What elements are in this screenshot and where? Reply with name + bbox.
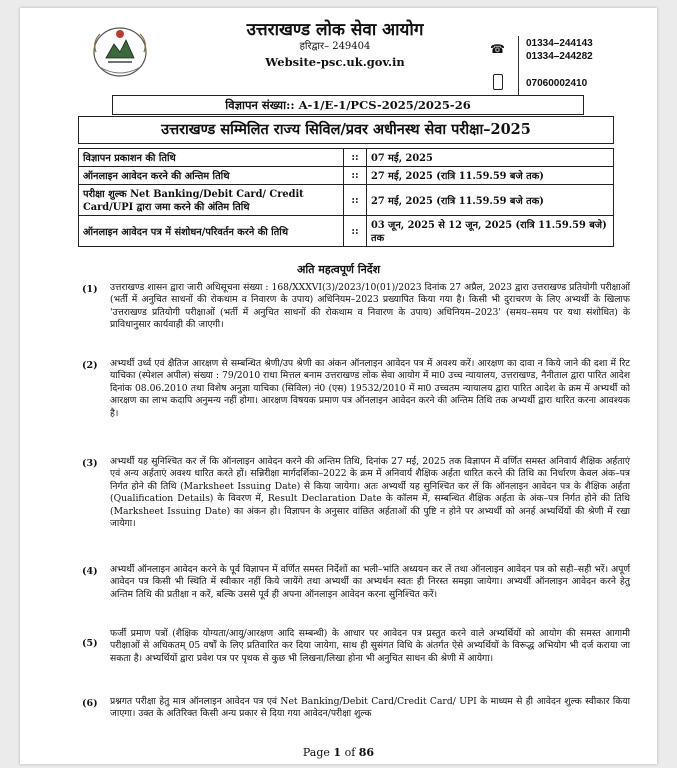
instruction-paragraph: प्रश्नगत परीक्षा हेतु मात्र ऑनलाइन आवेदन पत्र एवं Net Banking/Debit Card/Credit Card/ UPI के माध्यम से ही आवेदन शुल्क स्वीकार किया जाएगा। उक्त के अतिरिक्त किसी अन्य प्रकार से दिया गया आवेदन/परीक्षा शुल्क	[110, 696, 630, 720]
table-row	[79, 185, 614, 216]
date-value: 27 मई, 2025 (रात्रि 11.59.59 बजे तक)	[367, 167, 614, 185]
instruction-paragraph: अभ्यर्थी ऑनलाइन आवेदन करने के पूर्व विज्ञापन में वर्णित समस्त निर्देशों का भली–भांति अध्ययन कर लें तथा ऑनलाइन आवेदन पत्र को सही–सही भरें। अपूर्ण आवेदन पत्र किसी भी स्थिति में स्वीकार नहीं किये जायेंगे तथा अभ्यर्थी का अभ्यर्थन स्वतः ही निरस्त समझा जायेगा। अभ्यर्थी ऑनलाइन आवेदन करने हेतु अन्तिम तिथि की प्रतीक्षा न करें, बल्कि उससे पूर्व ही अपना ऑनलाइन आवेदन करना सुनिश्चित करें।	[110, 564, 630, 600]
date-separator: ::	[344, 216, 367, 247]
date-separator: ::	[344, 167, 367, 185]
paragraph-number: (4)	[82, 566, 98, 577]
paragraph-number: (6)	[82, 698, 98, 709]
org-title: उत्तराखण्ड लोक सेवा आयोग	[246, 20, 424, 40]
table-row	[79, 216, 614, 247]
page-of: of	[344, 746, 356, 759]
org-header	[200, 20, 470, 70]
document-page	[20, 8, 657, 764]
contact-divider	[518, 36, 519, 96]
page-total: 86	[358, 746, 375, 759]
paragraph-number: (2)	[82, 360, 98, 371]
paragraph-number: (5)	[82, 638, 98, 649]
org-website: Website-psc.uk.gov.in	[265, 55, 405, 69]
instruction-paragraph: अभ्यर्थी उर्ध्व एवं क्षैतिज आरक्षण से सम्बन्धित श्रेणी/उप श्रेणी का अंकन ऑनलाइन आवेदन पत्र में अवश्य करें। आरक्षण का दावा न किये जाने की दशा में रिट याचिका (स्पेशल अपील) संख्या : 79/2010 राधा मित्तल बनाम उत्तराखण्ड लोक सेवा आयोग में मा0 उच्च न्यायालय, उत्तराखण्ड, नैनीताल द्वारा पारित आदेश दिनांक 08.06.2010 तथा विशेष अनुज्ञा याचिका (सिविल) नं0 (एस) 19532/2010 में मा0 उच्चतम न्यायालय द्वारा पारित आदेश के क्रम में अभ्यर्थी को आरक्षण का लाभ कदापि अनुमन्य नहीं होगा। आरक्षण विषयक प्रमाण पत्र ऑनलाइन आवेदन करने की अन्तिम तिथि तक अभ्यर्थी द्वारा धारित करना आवश्यक है।	[110, 358, 630, 419]
date-separator: ::	[344, 185, 367, 216]
section-heading: अति महत्वपूर्ण निर्देश	[296, 263, 381, 276]
instruction-paragraph: उत्तराखण्ड शासन द्वारा जारी अधिसूचना संख्या : 168/XXXVI(3)/2023/10(01)/2023 दिनांक 27 अप्रैल, 2023 द्वारा उत्तराखण्ड प्रतियोगी परीक्षाओं (भर्ती में अनुचित साधनों की रोकथाम व निवारण के उपाय) अधिनियम–2023 प्रख्यापित किया गया है। किसी भी दुराचरण के लिए अभ्यर्थी के खिलाफ 'उत्तराखण्ड प्रतियोगी परीक्षाओं (भर्ती में अनुचित साधनों की रोकथाम व निवारण के उपाय) अधिनियम–2023' (समय–समय पर यथा संशोधित) के प्राविधानुसार कार्यवाही की जाएगी।	[110, 282, 630, 331]
exam-title: उत्तराखण्ड सम्मिलित राज्य सिविल/प्रवर अधीनस्थ सेवा परीक्षा–2025	[78, 116, 614, 144]
date-label: परीक्षा शुल्क Net Banking/Debit Card/ Credit Card/UPI द्वारा जमा करने की अंतिम तिथि	[79, 185, 344, 216]
table-row	[79, 149, 614, 167]
mobile-number: 07060002410	[526, 78, 588, 89]
date-label: ऑनलाइन आवेदन पत्र में संशोधन/परिवर्तन करने की तिथि	[79, 216, 344, 247]
commission-logo	[88, 22, 152, 84]
paragraph-number: (3)	[82, 458, 98, 469]
page-prefix: Page	[302, 746, 330, 759]
instruction-paragraph: अभ्यर्थी यह सुनिश्चित कर लें कि ऑनलाइन आवेदन करने की अन्तिम तिथि, दिनांक 27 मई, 2025 तक विज्ञापन में वर्णित समस्त अनिवार्य शैक्षिक अर्हताएं एवं अन्य अर्हताएं अवश्य धारित करते हों। सन्निरीक्षा मार्गदर्शिका–2022 के क्रम में अनिवार्य शैक्षिक अर्हता धारित करने की तिथि का निर्धारण केवल अंक–पत्र निर्गत होने की तिथि (Marksheet Issuing Date) से किया जायेगा। अतः अभ्यर्थी यह सुनिश्चित कर लें कि ऑनलाइन आवेदन पत्र के शैक्षिक अर्हता (Qualification Details) के विवरण में, Result Declaration Date के कॉलम में, सम्बन्धित शैक्षिक अर्हता के अंक–पत्र निर्गत होने की तिथि (Marksheet Issuing Date) का अंकन हो। विज्ञापन के अनुसार वांछित अर्हताओं की पुष्टि न होने पर अभ्यर्थी को अनर्ह अभ्यर्थियों की श्रेणी में रखा जायेगा।	[110, 456, 630, 530]
table-row	[79, 167, 614, 185]
date-separator: ::	[344, 149, 367, 167]
important-dates-table	[78, 148, 614, 247]
page-footer	[20, 746, 657, 759]
org-address: हरिद्वार– 249404	[299, 41, 371, 52]
instruction-paragraph: फर्जी प्रमाण पत्रों (शैक्षिक योग्यता/आयु/आरक्षण आदि सम्बन्धी) के आधार पर आवेदन पत्र प्रस्तुत करने वाले अभ्यर्थियों को आयोग की समस्त आगामी परीक्षाओं से अधिकतम् 05 वर्षों के लिए प्रतिवारित कर दिया जायेगा, साथ ही सुसंगत विधि के अंतर्गत ऐसे अभ्यर्थियों के विरूद्ध अभियोग भी दर्ज कराया जा सकता है। अभ्यर्थियों द्वारा प्रवेश पत्र पर पृथक से कुछ भी लिखना/लिखा होना भी अनुचित साधन की श्रेणी में आयेगा।	[110, 628, 630, 664]
date-label: विज्ञापन प्रकाशन की तिथि	[79, 149, 344, 167]
paragraph-number: (1)	[82, 284, 98, 295]
date-value: 27 मई, 2025 (रात्रि 11.59.59 बजे तक)	[367, 185, 614, 216]
date-value: 07 मई, 2025	[367, 149, 614, 167]
page-number: 1	[333, 746, 342, 759]
phone-number-2: 01334–244282	[526, 51, 593, 62]
mobile-icon	[493, 74, 503, 90]
date-label: ऑनलाइन आवेदन करने की अन्तिम तिथि	[79, 167, 344, 185]
phone-icon: ☎	[490, 42, 505, 56]
date-value: 03 जून, 2025 से 12 जून, 2025 (रात्रि 11.59.59 बजे) तक	[367, 216, 614, 247]
phone-number-1: 01334–244143	[526, 38, 593, 49]
advertisement-number: विज्ञापन संख्या:: A-1/E-1/PCS-2025/2025-26	[112, 95, 584, 115]
